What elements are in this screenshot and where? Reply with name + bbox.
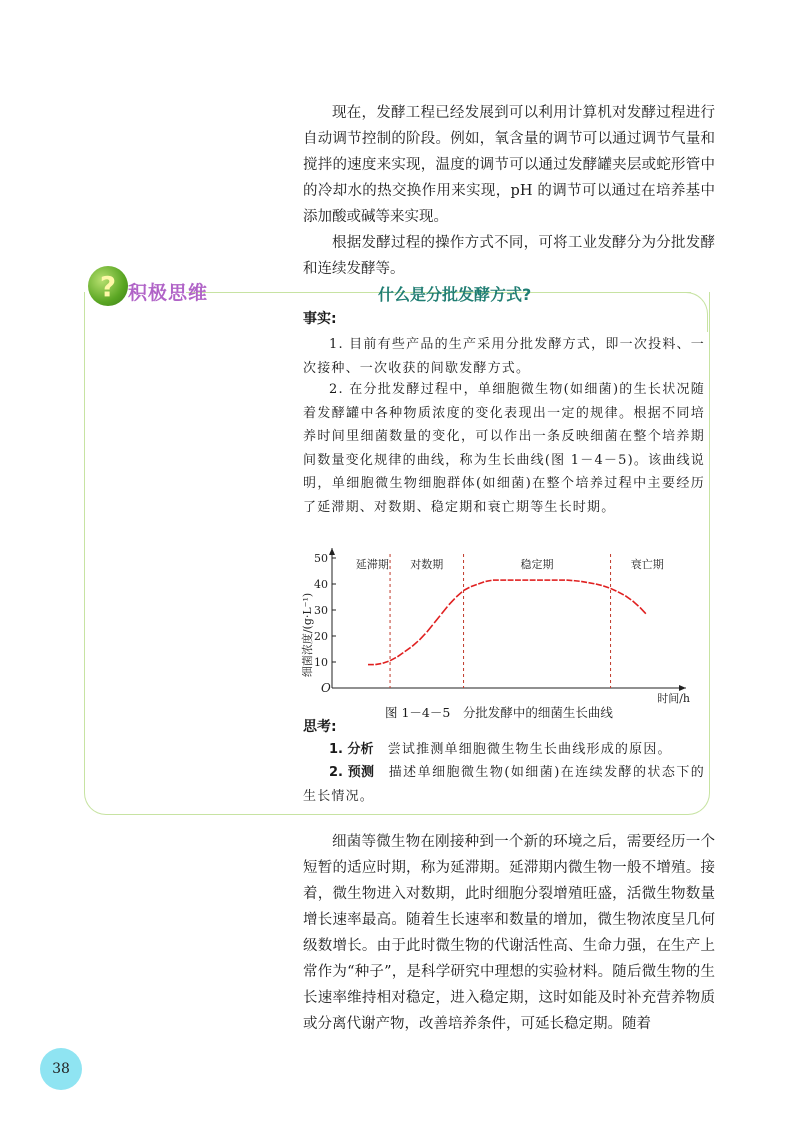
curve-segment	[427, 625, 433, 632]
curve-segment	[574, 581, 580, 582]
curve-segment	[589, 583, 595, 584]
question-2-label: 2. 预测	[329, 765, 375, 780]
curve-segment	[486, 580, 492, 581]
phase-label: 衰亡期	[630, 558, 664, 571]
curve-segment	[625, 596, 631, 600]
curve-segment	[375, 664, 381, 665]
question-2	[303, 761, 705, 808]
curve-segment	[390, 658, 396, 661]
y-tick-label: 50	[314, 552, 328, 565]
y-tick-label: 10	[314, 656, 328, 669]
origin-label: O	[321, 681, 331, 695]
curve-segment	[412, 641, 418, 646]
curve-segment	[456, 592, 462, 597]
curve-segment	[419, 634, 425, 640]
x-axis-label: 时间/h	[657, 692, 690, 705]
question-2-text: 描述单细胞微生物(如细菌)在连续发酵的状态下的生长情况。	[303, 765, 705, 804]
curve-segment	[471, 585, 477, 587]
curve-segment	[449, 599, 455, 605]
curve-segment	[603, 586, 609, 588]
y-tick-label: 20	[314, 630, 328, 643]
curve-segment	[464, 587, 470, 590]
curve-segment	[596, 584, 602, 585]
paragraph-2: 根据发酵过程的操作方式不同，可将工业发酵分为分批发酵和连续发酵等。	[303, 235, 715, 277]
page-number: 38	[40, 1048, 82, 1090]
paragraph-3: 细菌等微生物在刚接种到一个新的环境之后，需要经历一个短暂的适应时期，称为延滞期。延滞期内微生物一般不增殖。接着，微生物进入对数期，此时细胞分裂增殖旺盛，活微生物数量增长速率最高。随着生长速率和数量的增加，微生物浓度呈几何级数增长。由于此时微生物的代谢活性高、生命力强，在生产上常作为“种子”，是科学研究中理想的实验材料。随后微生物的生长速率维持相对稳定，进入稳定期，这时如能及时补充营养物质或分离代谢产物，改善培养条件，可延长稳定期。随着	[303, 834, 715, 1032]
curve-segment	[442, 607, 448, 614]
curve-segment	[383, 661, 389, 663]
question-1-text: 尝试推测单细胞微生物生长曲线形成的原因。	[387, 742, 672, 757]
think-heading: 思考:	[303, 719, 337, 735]
question-1	[303, 738, 705, 762]
question-icon: ?	[88, 266, 128, 306]
section-label: 积极思维	[128, 282, 209, 304]
facts-heading: 事实:	[303, 311, 337, 327]
figure-caption: 图 1－4－5 分批发酵中的细菌生长曲线	[385, 705, 613, 720]
paragraph-1: 现在，发酵工程已经发展到可以利用计算机对发酵过程进行自动调节控制的阶段。例如，氧含量的调节可以通过调节气量和搅拌的速度来实现，温度的调节可以通过发酵罐夹层或蛇形管中的冷却水的热交换作用来实现，pH 的调节可以通过在培养基中添加酸或碱等来实现。	[303, 105, 715, 225]
y-axis-label: 细菌浓度/(g·L⁻¹)	[301, 592, 314, 678]
fact-1: 1. 目前有些产品的生产采用分批发酵方式，即一次投料、一次接种、一次收获的间歇发酵方式。	[303, 337, 705, 376]
growth-curve-chart	[298, 540, 698, 708]
x-axis-arrow	[679, 685, 686, 691]
fact-2: 2. 在分批发酵过程中，单细胞微生物(如细菌)的生长状况随着发酵罐中各种物质浓度的变化表现出一定的规律。根据不同培养时间里细菌数量的变化，可以作出一条反映细菌在整个培养期间数量变化规律的曲线，称为生长曲线(图 1－4－5)。该曲线说明，单细胞微生物细胞群体(如细菌)在整个培养过程中主要经历了延滞期、对数期、稳定期和衰亡期等生长时期。	[303, 382, 705, 515]
y-tick-label: 40	[314, 578, 328, 591]
curve-segment	[478, 582, 484, 584]
question-1-label: 1. 分析	[329, 742, 374, 757]
curve-segment	[618, 592, 624, 595]
y-tick-label: 30	[314, 604, 328, 617]
y-axis-arrow	[329, 548, 335, 555]
curve-segment	[640, 607, 646, 613]
curve-segment	[434, 616, 440, 623]
curve-segment	[633, 601, 639, 606]
thinking-box-corner	[668, 292, 708, 332]
phase-label: 延滞期	[355, 558, 389, 571]
curve-segment	[611, 588, 617, 591]
box-title: 什么是分批发酵方式?	[378, 285, 532, 304]
phase-label: 对数期	[410, 558, 444, 571]
curve-segment	[581, 581, 587, 582]
curve-segment	[397, 653, 403, 657]
curve-segment	[405, 647, 411, 651]
phase-label: 稳定期	[520, 558, 554, 571]
